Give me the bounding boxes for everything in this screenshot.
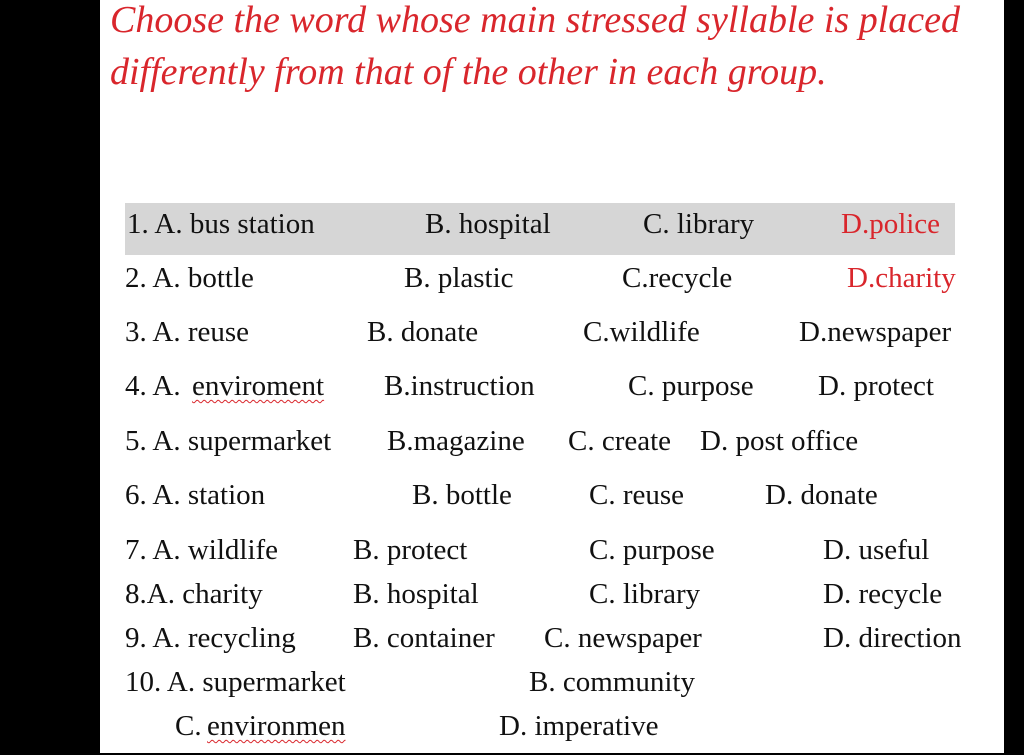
option-b: B. plastic <box>404 262 514 294</box>
option-b: B.magazine <box>387 425 525 457</box>
option-c: C. newspaper <box>544 622 702 654</box>
option-a-prefix: 4. A. <box>125 370 181 402</box>
option-b: B. hospital <box>353 578 479 610</box>
option-c: C.recycle <box>622 262 733 294</box>
option-c: C. create <box>568 425 672 457</box>
option-c: C.wildlife <box>583 316 700 348</box>
question-3 <box>125 316 995 356</box>
question-1 <box>125 203 995 243</box>
option-b: B. container <box>353 622 495 654</box>
option-d: D. direction <box>823 622 962 654</box>
option-a-word: enviroment <box>192 370 325 402</box>
option-b: B. hospital <box>425 208 551 240</box>
option-c: C. library <box>643 208 755 240</box>
option-a: 7. A. wildlife <box>125 534 279 566</box>
option-b: B. bottle <box>412 479 512 511</box>
option-a: 9. A. recycling <box>125 622 296 654</box>
option-b: B. community <box>529 666 695 698</box>
worksheet <box>100 0 1004 753</box>
option-b: B. donate <box>367 316 479 348</box>
question-10 <box>125 666 995 706</box>
question-10-continued <box>125 710 995 750</box>
option-c: C. purpose <box>589 534 715 566</box>
option-b: B.instruction <box>384 370 535 402</box>
option-c-word: environmen <box>207 710 346 742</box>
question-5 <box>125 425 995 465</box>
option-d: D. useful <box>823 534 930 566</box>
question-7 <box>125 534 995 574</box>
option-d-answer: D.charity <box>847 262 956 294</box>
option-d: D. protect <box>818 370 934 402</box>
option-b: B. protect <box>353 534 468 566</box>
option-d: D. imperative <box>499 710 659 742</box>
option-d: D. donate <box>765 479 878 511</box>
option-d: D. recycle <box>823 578 943 610</box>
option-a: 6. A. station <box>125 479 266 511</box>
option-c: C. library <box>589 578 701 610</box>
option-a: 1. A. bus station <box>127 208 315 240</box>
option-c: C. reuse <box>589 479 685 511</box>
question-2 <box>125 262 995 302</box>
question-9 <box>125 622 995 662</box>
option-a: 5. A. supermarket <box>125 425 332 457</box>
option-c: C. purpose <box>628 370 754 402</box>
question-6 <box>125 479 995 519</box>
instruction-title: Choose the word whose main stressed syllable is placed differently from that of the other in each group. <box>110 0 961 93</box>
question-8 <box>125 578 995 618</box>
option-c-prefix: C. <box>175 710 202 742</box>
option-a: 2. A. bottle <box>125 262 254 294</box>
option-a: 10. A. supermarket <box>125 666 346 698</box>
option-d: D.newspaper <box>799 316 952 348</box>
option-a: 3. A. reuse <box>125 316 250 348</box>
option-d-answer: D.police <box>841 208 941 240</box>
question-4 <box>125 370 995 410</box>
option-d: D. post office <box>700 425 859 457</box>
option-a: 8.A. charity <box>125 578 263 610</box>
